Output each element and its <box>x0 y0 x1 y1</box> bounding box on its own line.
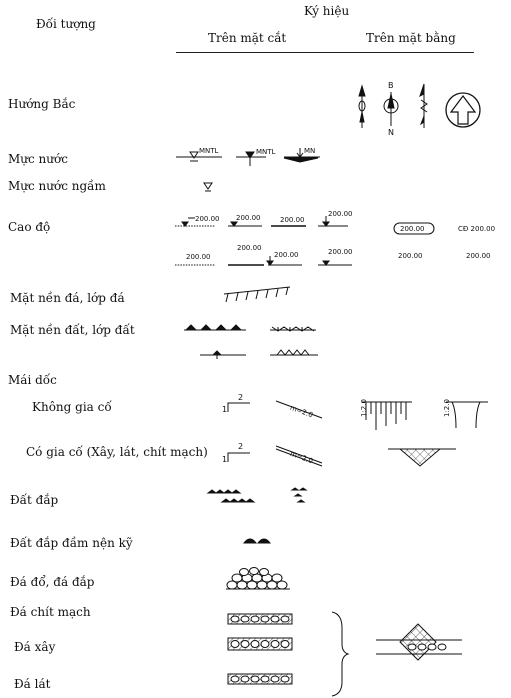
row-label-rockfill: Đá đổ, đá đắp <box>10 575 95 589</box>
elevation-icon-4 <box>318 210 353 226</box>
row-label-paving: Đá lát <box>14 677 51 691</box>
masonry-icon <box>228 638 292 650</box>
water-level-icon-1 <box>176 147 222 161</box>
row-label-water: Mực nước <box>8 152 68 166</box>
row-label-pointed-stone: Đá chít mạch <box>10 605 91 619</box>
stone-plan-icon <box>376 624 462 660</box>
slope-ratio-label-1: m=2.0 <box>288 403 315 420</box>
compacted-fill-icon <box>244 539 270 543</box>
elevation-icon-6 <box>228 244 264 265</box>
soil-surface-icon-1 <box>184 325 246 330</box>
row-label-slope-plain: Không gia cố <box>32 400 112 414</box>
elev-label-3: 200.00 <box>280 216 305 224</box>
soil-surface-icon-4 <box>270 350 318 355</box>
elev-label-5: 200.00 <box>186 253 211 261</box>
row-label-elevation: Cao độ <box>8 220 51 234</box>
plan-ratio-label-1: 1:2.0 <box>360 399 368 417</box>
row-label-groundwater: Mực nước ngầm <box>8 179 106 193</box>
water-level-icon-3 <box>284 147 320 162</box>
group-brace-icon <box>332 612 348 696</box>
elevation-icon-3 <box>271 216 306 226</box>
slope-label-two-2: 2 <box>238 442 244 451</box>
fill-icon-2 <box>292 488 306 502</box>
pointed-stone-icon <box>228 614 292 624</box>
slope-label-one: 1 <box>222 405 228 414</box>
rock-surface-icon <box>224 287 290 302</box>
slope-reinforced-line-icon <box>276 446 322 466</box>
north-arrow-icon-4 <box>446 93 480 127</box>
north-arrow-icon-1 <box>359 86 365 128</box>
slope-ratio-label-2: m=2.0 <box>288 449 315 466</box>
column-header-section: Trên mặt cắt <box>208 31 287 45</box>
row-label-masonry: Đá xây <box>14 640 56 654</box>
elev-label-4: 200.00 <box>328 210 353 218</box>
paving-icon <box>228 674 292 684</box>
slope-reinforced-section-icon <box>222 442 250 464</box>
label-mntl-2: MNTL <box>256 148 276 156</box>
slope-plain-line-icon <box>276 401 322 419</box>
soil-surface-icon-2 <box>270 327 316 331</box>
elevation-icon-1 <box>175 215 220 226</box>
slope-plain-plan-icon-1 <box>360 399 412 430</box>
rockfill-icon <box>226 568 290 590</box>
elev-label-7: 200.00 <box>274 251 299 259</box>
elevation-plan-icon-1 <box>394 223 434 234</box>
column-header-plan: Trên mặt bằng <box>366 31 456 45</box>
north-label-n: N <box>388 128 394 137</box>
column-header-object: Đối tượng <box>36 17 96 31</box>
slope-reinforced-plan-icon <box>388 449 456 466</box>
north-arrow-icon-3 <box>420 84 427 128</box>
water-level-icon-2 <box>236 148 276 166</box>
label-mn: MN <box>304 147 316 155</box>
row-label-slope-reinforced: Có gia cố (Xây, lát, chít mạch) <box>26 445 208 459</box>
slope-plain-plan-icon-2 <box>443 399 488 428</box>
plan-ratio-label-2: 1:2.0 <box>443 399 451 417</box>
elev-label-2: 200.00 <box>236 214 261 222</box>
elevation-icon-5 <box>175 253 215 265</box>
row-label-soil-surface: Mặt nền đất, lớp đất <box>10 323 135 337</box>
slope-label-one-2: 1 <box>222 455 228 464</box>
elevation-icon-8 <box>318 248 353 265</box>
column-header-symbol: Ký hiệu <box>304 4 350 18</box>
groundwater-level-icon <box>204 183 212 191</box>
elev-plan-label-3: 200.00 <box>466 252 491 260</box>
elev-plan-label-1: 200.00 <box>400 225 425 233</box>
elevation-icon-2 <box>228 214 262 226</box>
elev-plan-label-2: 200.00 <box>398 252 423 260</box>
elev-label-8: 200.00 <box>328 248 353 256</box>
elev-plan-label-cd: CĐ 200.00 <box>458 225 496 233</box>
row-label-compacted-fill: Đất đắp đầm nện kỹ <box>10 536 133 550</box>
fill-icon-1 <box>208 490 254 502</box>
elev-label-6: 200.00 <box>237 244 262 252</box>
slope-label-two: 2 <box>238 393 244 402</box>
row-label-north: Hướng Bắc <box>8 97 76 111</box>
north-arrow-icon-2 <box>384 81 398 137</box>
row-label-slope: Mái dốc <box>8 373 57 387</box>
slope-plain-section-icon <box>222 393 250 414</box>
row-label-rock-surface: Mặt nền đá, lớp đá <box>10 291 125 305</box>
elevation-icon-7 <box>267 251 302 265</box>
elev-label-1: 200.00 <box>195 215 220 223</box>
label-mntl-1: MNTL <box>199 147 219 155</box>
soil-surface-icon-3 <box>200 351 246 359</box>
row-label-fill: Đất đắp <box>10 493 59 507</box>
north-label-b: B <box>388 81 394 90</box>
